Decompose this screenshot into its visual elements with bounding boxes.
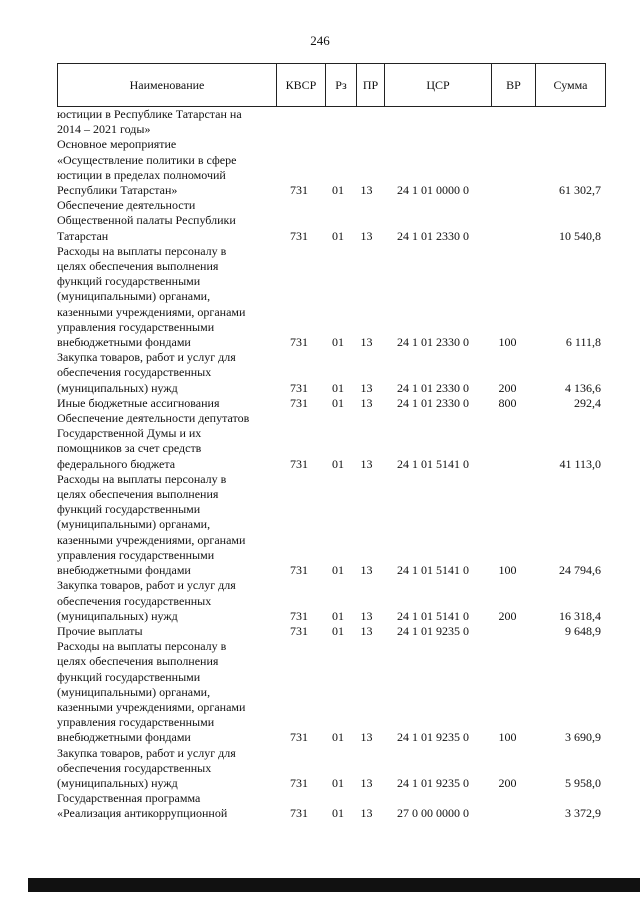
cell-kvsr: 731 <box>290 380 308 395</box>
cell-kvsr: 731 <box>290 806 308 821</box>
row-name-line: внебюджетными фондами <box>57 563 191 578</box>
table-row <box>57 639 617 745</box>
table-row <box>57 198 617 244</box>
table-row <box>57 411 617 472</box>
row-name-line: (муниципальных) нужд <box>57 380 178 395</box>
row-name-line: (муниципальных) нужд <box>57 775 178 790</box>
table-header <box>57 63 606 107</box>
cell-csr: 24 1 01 2330 0 <box>397 380 469 395</box>
header-rz: Рз <box>326 64 357 107</box>
row-name-line: функций государственными <box>57 274 201 289</box>
header-csr: ЦСР <box>385 64 492 107</box>
row-name-line: функций государственными <box>57 502 201 517</box>
cell-sum: 5 958,0 <box>565 775 601 790</box>
row-name-line: целях обеспечения выполнения <box>57 259 219 274</box>
cell-pr: 13 <box>360 456 373 471</box>
table-row <box>57 350 617 396</box>
row-name-line: Закупка товаров, работ и услуг для <box>57 350 236 365</box>
row-name-line: Государственной Думы и их <box>57 426 202 441</box>
row-name-line: (муниципальными) органами, <box>57 684 211 699</box>
table-row <box>57 244 617 350</box>
row-name-line: казенными учреждениями, органами <box>57 304 246 319</box>
row-name-line: обеспечения государственных <box>57 365 212 380</box>
row-name-line: Обеспечение деятельности <box>57 198 196 213</box>
cell-sum: 10 540,8 <box>559 228 601 243</box>
cell-csr: 24 1 01 9235 0 <box>397 775 469 790</box>
cell-sum: 3 690,9 <box>565 730 601 745</box>
cell-kvsr: 731 <box>290 608 308 623</box>
table-row <box>57 746 617 792</box>
row-name-line: управления государственными <box>57 319 215 334</box>
cell-csr: 24 1 01 2330 0 <box>397 395 469 410</box>
cell-pr: 13 <box>360 183 373 198</box>
cell-sum: 41 113,0 <box>559 456 601 471</box>
cell-csr: 24 1 01 2330 0 <box>397 228 469 243</box>
row-name-line: (муниципальными) органами, <box>57 517 211 532</box>
row-name-line: Расходы на выплаты персоналу в <box>57 471 227 486</box>
cell-rz: 01 <box>332 563 344 578</box>
cell-rz: 01 <box>332 380 344 395</box>
cell-sum: 16 318,4 <box>559 608 601 623</box>
header-vr: ВР <box>492 64 536 107</box>
table-row <box>57 107 617 137</box>
cell-pr: 13 <box>360 730 373 745</box>
row-name-line: целях обеспечения выполнения <box>57 654 219 669</box>
header-sum: Сумма <box>536 64 606 107</box>
cell-sum: 292,4 <box>574 395 601 410</box>
table-row <box>57 137 617 198</box>
row-name-line: Татарстан <box>57 228 109 243</box>
cell-rz: 01 <box>332 623 344 638</box>
cell-sum: 24 794,6 <box>559 563 601 578</box>
table-row <box>57 396 617 411</box>
row-name-line: «Осуществление политики в сфере <box>57 152 237 167</box>
cell-csr: 24 1 01 9235 0 <box>397 730 469 745</box>
cell-sum: 3 372,9 <box>565 806 601 821</box>
row-name-line: Республики Татарстан» <box>57 183 178 198</box>
cell-csr: 24 1 01 2330 0 <box>397 335 469 350</box>
row-name-line: функций государственными <box>57 669 201 684</box>
cell-csr: 27 0 00 0000 0 <box>397 806 469 821</box>
row-name-line: внебюджетными фондами <box>57 730 191 745</box>
header-name: Наименование <box>58 64 277 107</box>
cell-vr: 100 <box>498 730 517 745</box>
cell-kvsr: 731 <box>290 228 308 243</box>
cell-rz: 01 <box>332 775 344 790</box>
cell-vr: 200 <box>498 608 517 623</box>
cell-sum: 4 136,6 <box>565 380 601 395</box>
row-name-line: юстиции в пределах полномочий <box>57 167 226 182</box>
cell-csr: 24 1 01 5141 0 <box>397 563 469 578</box>
cell-pr: 13 <box>360 608 373 623</box>
scan-border <box>28 878 640 892</box>
header-kvsr: КВСР <box>277 64 326 107</box>
row-name-line: обеспечения государственных <box>57 593 212 608</box>
cell-rz: 01 <box>332 806 344 821</box>
cell-kvsr: 731 <box>290 395 308 410</box>
cell-rz: 01 <box>332 335 344 350</box>
row-name-line: Прочие выплаты <box>57 623 143 638</box>
cell-sum: 6 111,8 <box>565 335 601 350</box>
cell-pr: 13 <box>360 806 373 821</box>
cell-pr: 13 <box>360 335 373 350</box>
cell-sum: 9 648,9 <box>565 623 601 638</box>
row-name-line: федерального бюджета <box>57 456 176 471</box>
row-name-line: целях обеспечения выполнения <box>57 487 219 502</box>
table-row <box>57 624 617 639</box>
cell-sum: 61 302,7 <box>559 183 601 198</box>
cell-kvsr: 731 <box>290 623 308 638</box>
cell-csr: 24 1 01 5141 0 <box>397 456 469 471</box>
row-name-line: Основное мероприятие <box>57 137 177 152</box>
row-name-line: Расходы на выплаты персоналу в <box>57 243 227 258</box>
cell-pr: 13 <box>360 228 373 243</box>
cell-rz: 01 <box>332 608 344 623</box>
cell-csr: 24 1 01 9235 0 <box>397 623 469 638</box>
cell-vr: 200 <box>498 380 517 395</box>
row-name-line: Обеспечение деятельности депутатов <box>57 411 250 426</box>
cell-pr: 13 <box>360 775 373 790</box>
cell-csr: 24 1 01 5141 0 <box>397 608 469 623</box>
row-name-line: управления государственными <box>57 547 215 562</box>
cell-vr: 100 <box>498 563 517 578</box>
cell-rz: 01 <box>332 183 344 198</box>
row-name-line: Иные бюджетные ассигнования <box>57 395 220 410</box>
row-name-line: помощников за счет средств <box>57 441 202 456</box>
page-number: 246 <box>310 33 330 48</box>
cell-kvsr: 731 <box>290 775 308 790</box>
cell-kvsr: 731 <box>290 335 308 350</box>
cell-vr: 800 <box>498 395 517 410</box>
row-name-line: Расходы на выплаты персоналу в <box>57 639 227 654</box>
cell-rz: 01 <box>332 395 344 410</box>
cell-kvsr: 731 <box>290 456 308 471</box>
table-body <box>57 107 617 822</box>
cell-rz: 01 <box>332 456 344 471</box>
cell-rz: 01 <box>332 228 344 243</box>
cell-csr: 24 1 01 0000 0 <box>397 183 469 198</box>
cell-vr: 200 <box>498 775 517 790</box>
cell-pr: 13 <box>360 380 373 395</box>
cell-pr: 13 <box>360 395 373 410</box>
row-name-line: юстиции в Республике Татарстан на <box>57 107 242 121</box>
row-name-line: (муниципальных) нужд <box>57 608 178 623</box>
cell-vr: 100 <box>498 335 517 350</box>
table-row <box>57 472 617 578</box>
row-name-line: казенными учреждениями, органами <box>57 699 246 714</box>
row-name-line: Закупка товаров, работ и услуг для <box>57 745 236 760</box>
row-name-line: 2014 – 2021 годы» <box>57 122 151 137</box>
table-row <box>57 578 617 624</box>
table-row <box>57 791 617 821</box>
row-name-line: казенными учреждениями, органами <box>57 532 246 547</box>
row-name-line: Общественной палаты Республики <box>57 213 236 228</box>
cell-pr: 13 <box>360 563 373 578</box>
cell-kvsr: 731 <box>290 183 308 198</box>
row-name-line: внебюджетными фондами <box>57 335 191 350</box>
row-name-line: управления государственными <box>57 715 215 730</box>
row-name-line: (муниципальными) органами, <box>57 289 211 304</box>
cell-rz: 01 <box>332 730 344 745</box>
cell-kvsr: 731 <box>290 563 308 578</box>
row-name-line: обеспечения государственных <box>57 760 212 775</box>
row-name-line: «Реализация антикоррупционной <box>57 806 228 821</box>
cell-pr: 13 <box>360 623 373 638</box>
cell-kvsr: 731 <box>290 730 308 745</box>
header-pr: ПР <box>357 64 385 107</box>
row-name-line: Государственная программа <box>57 791 201 806</box>
row-name-line: Закупка товаров, работ и услуг для <box>57 578 236 593</box>
